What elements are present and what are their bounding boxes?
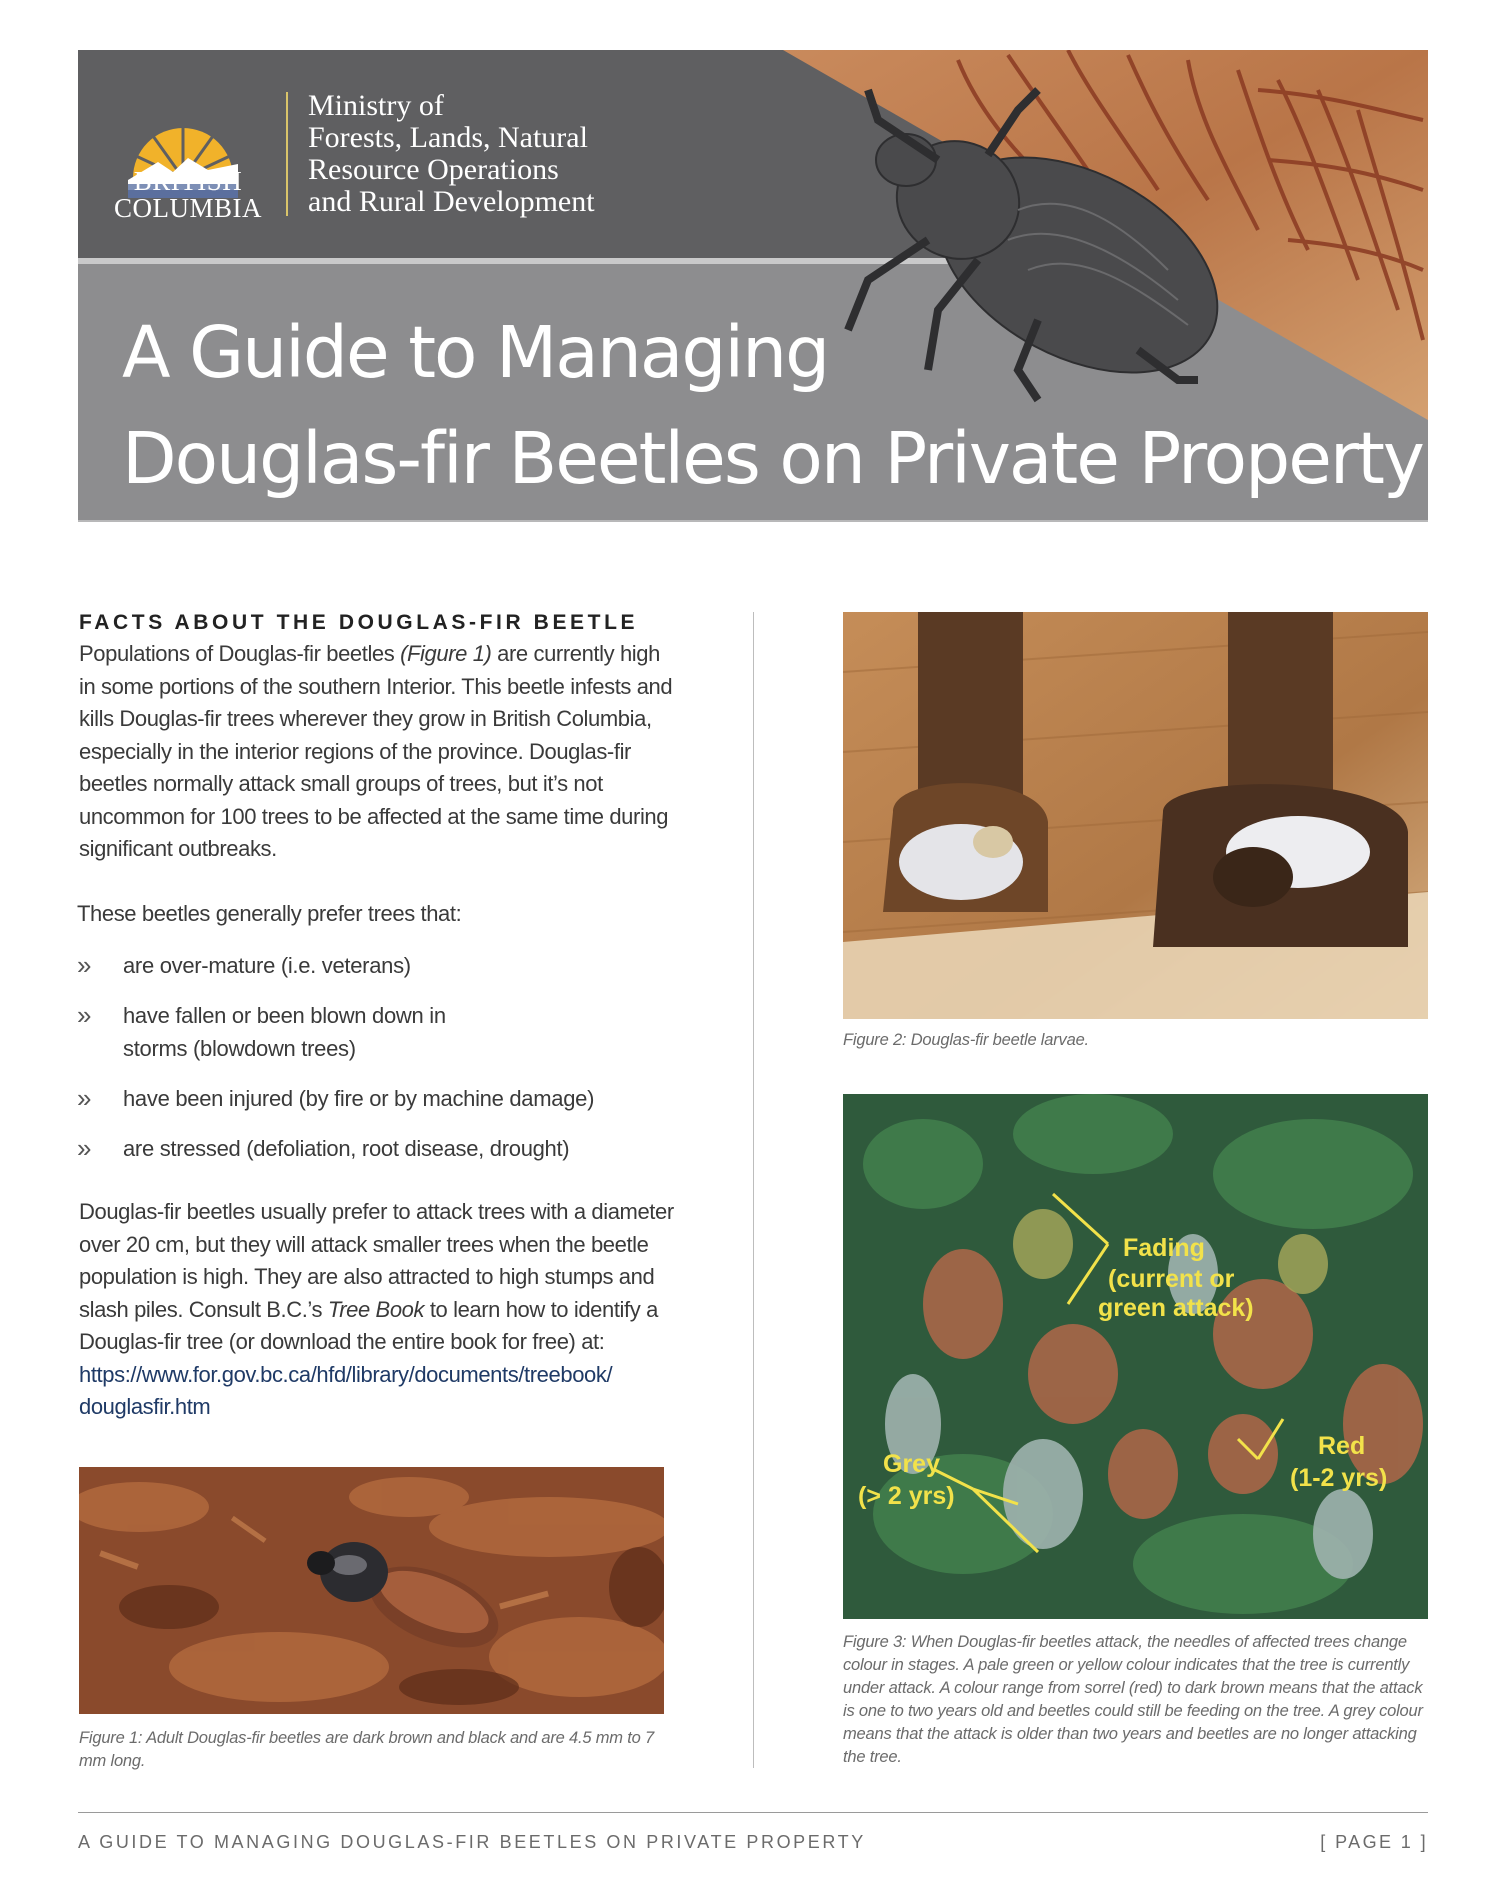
label-grey: Grey	[883, 1450, 940, 1478]
chevron-bullet-icon: »	[77, 950, 92, 980]
bc-wordmark-line1: BRITISH	[133, 166, 243, 196]
ministry-line: Resource Operations	[308, 153, 559, 186]
footer-rule	[78, 1812, 1428, 1813]
figure-1-adult-beetle-photo	[79, 1467, 664, 1714]
figure-3-caption: Figure 3: When Douglas-fir beetles attack, the needles of affected trees change colour in stages. A pale green or yellow colour indicates that the tree is currently under attack. A colour range from sorrel (red) to dark brown means that the attack is one to two years old and beetles could still be feeding on the tree. A grey colour means that the attack is older than two years and beetles are no longer attacking the tree.	[843, 1633, 1423, 1766]
figure-reference: (Figure 1)	[400, 641, 492, 666]
chevron-bullet-icon: »	[77, 1000, 92, 1030]
ministry-line: Ministry of	[308, 89, 444, 122]
left-column	[77, 610, 679, 1419]
bc-wordmark	[98, 168, 278, 222]
tree-book-title: Tree Book	[327, 1296, 425, 1322]
section-heading: FACTS ABOUT THE DOUGLAS-FIR BEETLE	[79, 611, 639, 634]
footer-page-number: [ PAGE 1 ]	[1320, 1832, 1428, 1852]
logo-divider	[286, 92, 288, 216]
figure-3-forest-photo	[843, 1094, 1428, 1619]
label-red-years: (1-2 yrs)	[1290, 1464, 1388, 1492]
footer-document-title: A GUIDE TO MANAGING DOUGLAS-FIR BEETLES ON PRIVATE PROPERTY	[78, 1832, 866, 1852]
intro-paragraph: Populations of Douglas-fir beetles (Figure 1) are currently high in some portions of the southern Interior. This beetle infests and kills Douglas-fir trees wherever they grow in British Columbia, especially in the interior regions of the province. Douglas-fir beetles normally attack small groups of trees, but it’s not uncommon for 100 trees to be affected at the same time during significant outbreaks.	[79, 641, 673, 861]
list-item: » have been injured (by fire or by machine damage)	[77, 1083, 595, 1113]
figure-2-larvae-photo	[843, 612, 1428, 1019]
label-grey-years: (> 2 yrs)	[858, 1482, 955, 1510]
chevron-bullet-icon: »	[77, 1083, 92, 1113]
list-item: » are stressed (defoliation, root disease, drought)	[77, 1133, 570, 1163]
label-fading: Fading	[1123, 1234, 1205, 1262]
ministry-name	[308, 90, 595, 218]
column-divider	[753, 612, 754, 1768]
label-red: Red	[1318, 1432, 1366, 1460]
figure-1-caption: Figure 1: Adult Douglas-fir beetles are dark brown and black and are 4.5 mm to 7 mm long.	[79, 1729, 654, 1770]
ministry-line: Forests, Lands, Natural	[308, 121, 588, 154]
preference-list	[77, 949, 637, 1182]
page-title	[122, 300, 1423, 512]
figure-2-caption: Figure 2: Douglas-fir beetle larvae.	[843, 1031, 1089, 1049]
diameter-paragraph: Douglas-fir beetles usually prefer to attack trees with a diameter over 20 cm, but they will attack smaller trees when the beetle population is high. They are also attracted to high stumps and slash piles. Consult B.C.’s Tree Book to learn how to identify a Douglas-fir tree (or download the entire book for free) at: https://www.for.gov.bc.ca/hfd/library/documents/treebook/ douglasfir.htm	[79, 1196, 679, 1424]
page-title-line2: Douglas-fir Beetles on Private Property	[122, 417, 1423, 500]
treebook-link[interactable]: https://www.for.gov.bc.ca/hfd/library/documents/treebook/ douglasfir.htm	[79, 1361, 613, 1419]
label-green-attack: green attack)	[1098, 1294, 1254, 1322]
list-item: » are over-mature (i.e. veterans)	[77, 950, 411, 980]
chevron-bullet-icon: »	[77, 1133, 92, 1163]
list-item: » have fallen or been blown down in storms (blowdown trees)	[77, 1000, 446, 1061]
page-header	[78, 50, 1428, 522]
label-current-or: (current or	[1108, 1265, 1235, 1293]
ministry-line: and Rural Development	[308, 185, 595, 218]
bc-wordmark-line2: COLUMBIA	[113, 193, 262, 223]
prefer-intro: These beetles generally prefer trees that:	[77, 901, 462, 926]
page-title-line1: A Guide to Managing	[122, 311, 829, 394]
